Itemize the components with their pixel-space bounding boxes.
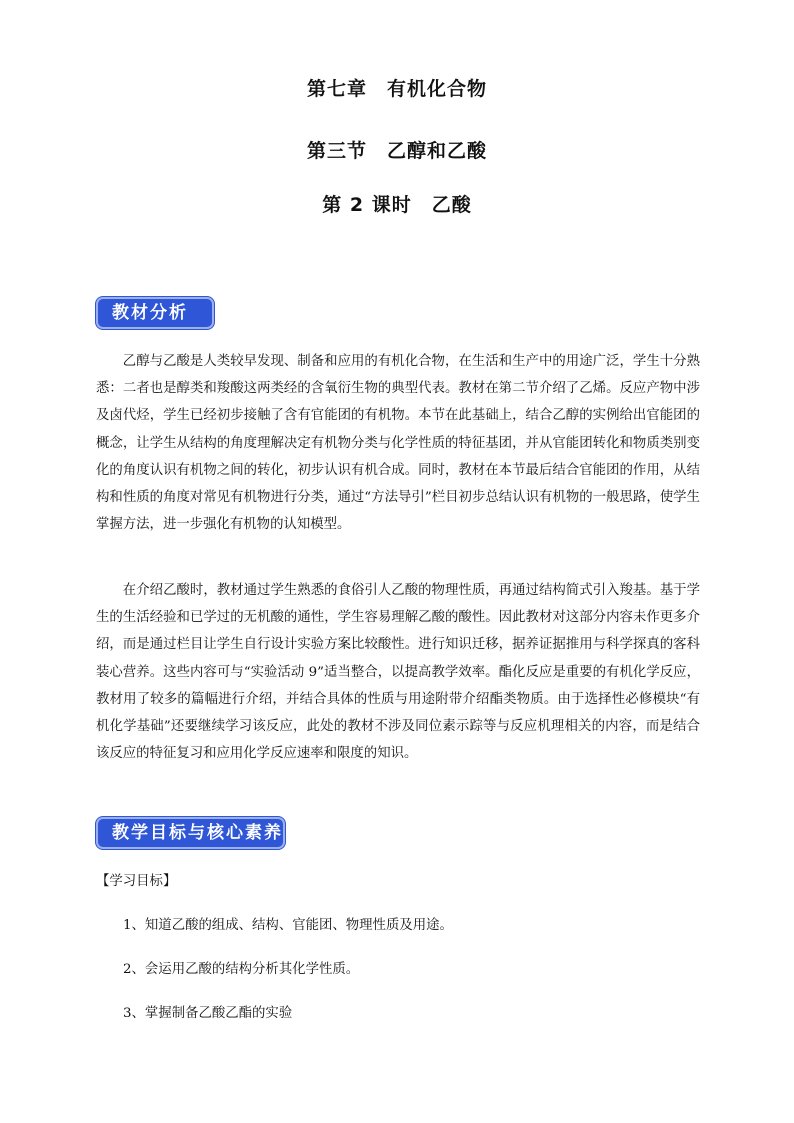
objective-item-2: 2、会运用乙酸的结构分析其化学性质。 [123, 962, 360, 977]
section-badge-analysis: 教材分析 [96, 297, 214, 329]
lesson-title: 第 2 课时 乙酸 [322, 194, 472, 216]
objective-item-3: 3、掌握制备乙酸乙酯的实验 [123, 1006, 293, 1021]
section-title: 第三节 乙醇和乙酸 [306, 140, 487, 162]
section-badge-objectives: 教学目标与核心素养 [96, 817, 285, 849]
analysis-paragraph-1: 乙醇与乙酸是人类较早发现、制备和应用的有机化合物，在生活和生产中的用途广泛，学生十分熟悉：二者也是醇类和羧酸这两类经的含氧衍生物的典型代表。教材在第二节介绍了乙烯。反应产物中涉及卤代烃，学生已经初步接触了含有官能团的有机物。本节在此基础上，结合乙醇的实例给出官能团的概念，让学生从结构的角度理解决定有机物分类与化学性质的特征基团，并从官能团转化和物质类别变化的角度认识有机物之间的转化，初步认识有机合成。同时，教材在本节最后结合官能团的作用，从结构和性质的角度对常见有机物进行分类，通过“方法导引”栏目初步总结认识有机物的一般思路，使学生掌握方法，进一步强化有机物的认知模型。 [96, 354, 700, 533]
objective-item-1: 1、知道乙酸的组成、结构、官能团、物理性质及用途。 [123, 918, 453, 933]
analysis-paragraph-2: 在介绍乙酸时，教材通过学生熟悉的食俗引人乙酸的物理性质，再通过结构简式引入羧基。基于学生的生活经验和已学过的无机酸的通性，学生容易理解乙酸的酸性。因此教材对这部分内容未作更多介绍，而是通过栏目让学生自行设计实验方案比较酸性。进行知识迁移，据养证据推用与科学探真的客科装心营养。这些内容可与“实验活动 9”适当整合，以提高教学效率。酯化反应是重要的有机化学反应，教材用了较多的篇幅进行介绍，并结合具体的性质与用途附带介绍酯类物质。由于选择性必修模块“有机化学基础”还要继续学习该反应，此处的教材不涉及同位素示踪等与反应机理相关的内容，而是结合该反应的特征复习和应用化学反应速率和限度的知识。 [96, 583, 700, 762]
chapter-title: 第七章 有机化合物 [306, 78, 487, 100]
learning-objectives-heading: 【学习目标】 [96, 874, 177, 889]
